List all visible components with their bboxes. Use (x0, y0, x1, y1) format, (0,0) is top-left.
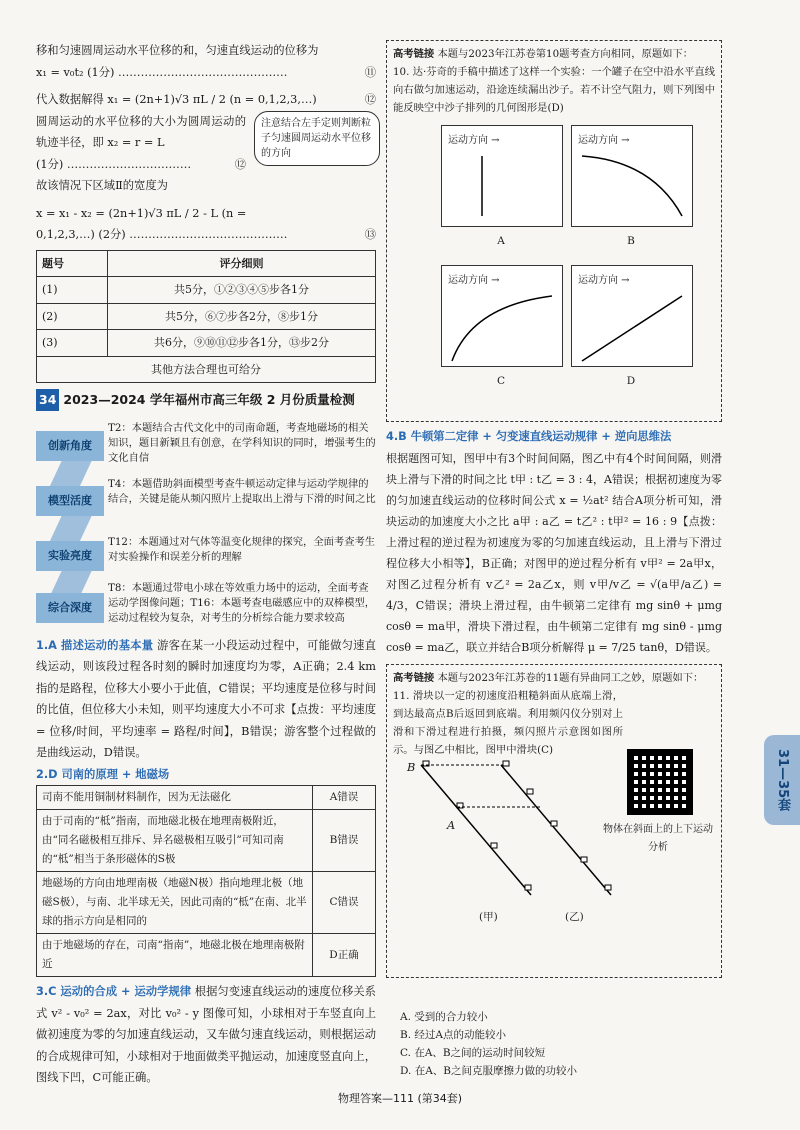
table-row: (3) 共6分，⑨⑩⑪⑫步各1分，⑬步2分 (37, 330, 376, 357)
analysis-table (36, 785, 376, 977)
equation-line: x₁ = v₀t₂ (1分) ……………………………………… ⑪ (36, 65, 376, 79)
option-a: A. 受到的合力较小 (400, 1011, 488, 1023)
scoring-table (36, 250, 376, 384)
angle-label: 实验亮度 (36, 541, 104, 571)
angle-text: T4：本题借助斜面模型考查牛顿运动定律与运动学规律的结合，关键是能从频闪照片上提取出上滑与下滑的时间之比 (108, 477, 376, 505)
table-row: 地磁场的方向由地理南极（地磁N极）指向地理北极（地磁S极），与南、北半球无关，因此司南的“柢”在南、北半球的指示方向是相同的 C错误 (37, 872, 376, 934)
qr-caption: 物体在斜面上的上下运动分析 (603, 823, 713, 853)
graph-c-label: C (496, 375, 506, 387)
options-list (400, 1008, 577, 1080)
point-a-label: A (447, 818, 456, 832)
solution-text: 移和匀速圆周运动水平位移的和，匀速直线运动的位移为 (36, 44, 319, 57)
table-row: 由于地磁场的存在，司南“指南”，地磁北极在地理南极附近 D正确 (37, 934, 376, 977)
table-row: 由于司南的“柢”指南，而地磁北极在地理南极附近，由“同名磁极相互排斥、异名磁极相互吸引”可知司南的“柢”相当于条形磁体的S极 B错误 (37, 810, 376, 872)
graph-d: 运动方向 → (571, 265, 693, 367)
angle-label: 模型活度 (36, 486, 104, 516)
section-heading: 34 2023—2024 学年福州市高三年级 2 月份质量检测 (36, 389, 376, 411)
question-3: 3.C 运动的合成 + 运动学规律 根据匀变速直线运动的速度位移关系式 v² - v₀² = 2ax，对比 v₀² - y 图像可知，小球相对于车竖直向上做初速度为零的匀加速直线运动，又车做匀速直线运动，则根据运动的合成规律可知，小球相对于地面做类平抛运动，加速度竖直向上，图线下凹，C可能正确。 (36, 985, 376, 1084)
equation-line: x = x₁ - x₂ = (2n+1)√3 πL / 2 - L (n = (36, 206, 247, 220)
table-header: 题号 (37, 250, 108, 277)
equation-line: 代入数据解得 x₁ = (2n+1)√3 πL / 2 (n = 0,1,2,3,…) ⑫ (36, 93, 376, 106)
table-row: (2) 共5分，⑥⑦步各2分，⑧步1分 (37, 303, 376, 330)
qr-code[interactable] (627, 749, 693, 815)
point-b-label: B (407, 760, 416, 774)
angle-label: 创新角度 (36, 431, 104, 461)
table-header: 评分细则 (108, 250, 376, 277)
table-row: 司南不能用铜制材料制作，因为无法磁化 A错误 (37, 786, 376, 810)
graph-d-label: D (626, 375, 636, 387)
graph-a-label: A (497, 235, 505, 247)
incline-figure (391, 755, 621, 905)
side-tab: 31—35套 (764, 735, 800, 825)
exam-link-box: 高考链接 本题与2023年江苏卷第10题考查方向相同，原题如下： 10. 达·芬奇的手稿中描述了这样一个实验：一个罐子在空中沿水平直线向右做匀加速运动，沿途连续漏出沙子。若不计空气阻力，则下列图中能反映空中沙子排列的几何图形是(D) 运动方向 → A 运动方向 → B 运动方向 → C 运动方向 → D (386, 40, 722, 422)
page-footer: 物理答案—111 (第34套) (337, 1092, 463, 1105)
note-bubble: 注意结合左手定则判断粒子匀速圆周运动水平位移的方向 (254, 111, 380, 166)
angle-text: T8：本题通过带电小球在等效重力场中的运动，全面考查运动学图像问题；T16：本题考查电磁感应中的双棒模型，运动过程较为复杂，对考生的分析综合能力要求较高 (108, 581, 376, 624)
right-column (386, 40, 722, 1077)
figure-jia-label: (甲) (479, 910, 498, 923)
option-b: B. 经过A点的动能较小 (400, 1029, 506, 1041)
question-10: 10. 达·芬奇的手稿中描述了这样一个实验：一个罐子在空中沿水平直线向右做匀加速运动，沿途连续漏出沙子。若不计空气阻力，则下列图中能反映空中沙子排列的几何图形是(D) (393, 66, 715, 114)
table-row: 其他方法合理也可给分 (37, 356, 376, 383)
question-1: 1.A 描述运动的基本量 游客在某一小段运动过程中，可能做匀速直线运动，则该段过程各时刻的瞬时加速度均为零，A正确；2.4 km 指的是路程，位移大小要小于此值，C错误；平均速度是位移与时间的比值，但位移大小未知，则平均速度大小不可求【点拨：平均速度 = 位移/时间，平均速率 = 路程/时间】，B错误；游客整个过程做的是曲线运动，D错误。 (36, 638, 376, 759)
option-d: D. 在A、B之间克服摩擦力做的功较小 (400, 1065, 578, 1077)
angle-text: T2：本题结合古代文化中的司南命题，考查地磁场的相关知识，题目新颖且有创意，在学科知识的同时，增强考生的文化自信 (108, 421, 376, 464)
graph-c: 运动方向 → (441, 265, 563, 367)
angles-panel (36, 413, 376, 635)
equation-line: (1分) …………………………… ⑫ (36, 157, 246, 171)
answer-graphs (393, 117, 715, 417)
graph-b-label: B (627, 235, 635, 247)
question-4-heading: 4.B 牛顿第二定律 + 匀变速直线运动规律 + 逆向思维法 (386, 430, 672, 443)
exam-link-box: 高考链接 本题与2023年江苏卷的11题有异曲同工之妙，原题如下： 11. 滑块以一定的初速度沿粗糙斜面从底端上滑，到达最高点B后返回到底端。利用频闪仪分别对上滑和下滑过程进行拍摄，频闪照片示意图如图所示。与图乙中相比，图甲中滑块(C) B A (甲) (乙) 物体在斜面上的上下运动分析 (386, 664, 722, 978)
question-4: 根据题图可知，图甲中有3个时间间隔，图乙中有4个时间间隔，则滑块上滑与下滑的时间之比 t甲 : t乙 = 3 : 4，A错误；根据初速度为零的匀加速直线运动的位移时间公式 x = ½at² 结合A项分析可知，滑块运动的加速度大小之比 a甲 : a乙 = t乙² : t甲² = 16 : 9【点拨：上滑过程的逆过程为初速度为零的匀加速直线运动，且上滑与下滑过程位移大小相等】，B正确；对图甲的逆过程分析有 v甲² = 2a甲x，对图乙过程分析有 v乙² = 2a乙x，则 v甲/v乙 = √(a甲/a乙) = 4/3，C错误；滑块上滑过程，由牛顿第二定律有 mg sinθ + μmg cosθ = ma甲，滑块下滑过程，由牛顿第二定律有 mg sinθ - μmg cosθ = ma乙，联立并结合B项分析解得 μ = 7/25 tanθ，D错误。 (386, 451, 722, 654)
equation-line: 0,1,2,3,…) (2分) …………………………………… ⑬ (36, 228, 376, 241)
solution-text: 圆周运动的水平位移的大小为圆周运动的轨迹半径，即 x₂ = r = L (36, 114, 246, 149)
solution-text: 故该情况下区域Ⅱ的宽度为 (36, 179, 168, 192)
graph-a: 运动方向 → (441, 125, 563, 227)
question-11: 11. 滑块以一定的初速度沿粗糙斜面从底端上滑，到达最高点B后返回到底端。利用频闪仪分别对上滑和下滑过程进行拍摄，频闪照片示意图如图所示。与图乙中相比，图甲中滑块(C) (393, 689, 623, 756)
left-column (36, 40, 376, 1089)
option-c: C. 在A、B之间的运动时间较短 (400, 1047, 546, 1059)
angle-text: T12：本题通过对气体等温变化规律的探究，全面考查考生对实验操作和误差分析的理解 (108, 535, 376, 563)
angle-label: 综合深度 (36, 593, 104, 623)
table-row: (1) 共5分，①②③④⑤步各1分 (37, 277, 376, 304)
figure-yi-label: (乙) (565, 910, 584, 923)
graph-b: 运动方向 → (571, 125, 693, 227)
question-2-heading: 2.D 司南的原理 + 地磁场 (36, 767, 170, 781)
